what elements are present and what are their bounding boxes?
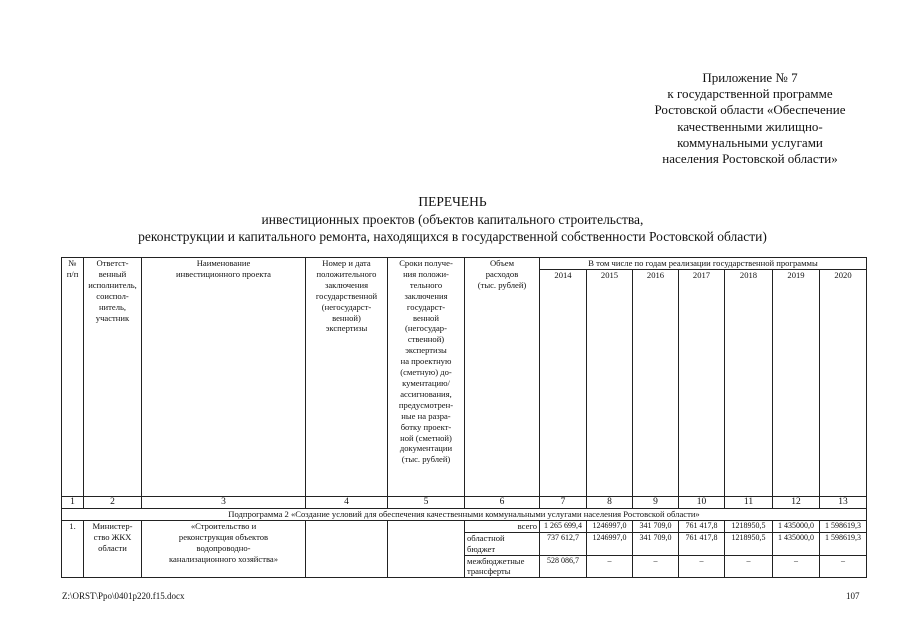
subprogram-title: Подпрограмма 2 «Создание условий для обеспечения качественными коммунальными услугами населения Ростовской области» bbox=[62, 508, 867, 520]
column-index: 10 bbox=[679, 496, 725, 508]
value-cell: 761 417,8 bbox=[679, 532, 725, 555]
value-cell: 1 435000,0 bbox=[773, 532, 820, 555]
header-year: 2015 bbox=[587, 269, 633, 496]
row-funding-label: областной бюджет bbox=[465, 532, 540, 555]
value-cell: 1246997,0 bbox=[587, 532, 633, 555]
document-subtitle: реконструкции и капитального ремонта, находящихся в государственной собственности Ростовской области) bbox=[138, 229, 767, 244]
value-cell: 1 598619,3 bbox=[820, 532, 867, 555]
row-funding-label: всего bbox=[465, 520, 540, 532]
projects-table bbox=[61, 257, 867, 578]
column-index: 2 bbox=[84, 496, 142, 508]
value-cell: – bbox=[725, 555, 773, 578]
column-index: 1 bbox=[62, 496, 84, 508]
value-cell: 1218950,5 bbox=[725, 520, 773, 532]
subprogram-row bbox=[62, 508, 867, 520]
value-cell: 1 265 699,4 bbox=[540, 520, 587, 532]
value-cell: 1218950,5 bbox=[725, 532, 773, 555]
appendix-line: коммунальными услугами bbox=[677, 134, 823, 150]
row-deadline bbox=[388, 520, 465, 578]
column-index: 11 bbox=[725, 496, 773, 508]
header-deadline: Сроки получе- ния положи- тельного заключения государст- венной (негосудар- ственной) экспертизы на проектную (сметную) до- кументацию/ ассигнования, предусмотрен- ные на разра- ботку проект- ной (сметной) документации (тыс. рублей) bbox=[388, 258, 465, 497]
value-cell: – bbox=[633, 555, 679, 578]
header-year: 2016 bbox=[633, 269, 679, 496]
column-index: 3 bbox=[142, 496, 306, 508]
row-funding-label: межбюджетные трансферты bbox=[465, 555, 540, 578]
value-cell: – bbox=[587, 555, 633, 578]
appendix-line: населения Ростовской области» bbox=[662, 151, 838, 167]
table-row bbox=[62, 520, 867, 532]
header-row bbox=[62, 258, 867, 270]
appendix-block bbox=[625, 70, 875, 167]
document-heading bbox=[0, 193, 905, 246]
value-cell: 1 598619,3 bbox=[820, 520, 867, 532]
appendix-line: качественными жилищно- bbox=[677, 118, 823, 134]
appendix-line: к государственной программе bbox=[667, 86, 833, 102]
value-cell: 761 417,8 bbox=[679, 520, 725, 532]
row-project-name: «Строительство и реконструкция объектов водопроводно- канализационного хозяйства» bbox=[142, 520, 306, 578]
header-year: 2017 bbox=[679, 269, 725, 496]
row-expertise bbox=[306, 520, 388, 578]
document-title: ПЕРЕЧЕНЬ bbox=[418, 194, 487, 209]
column-index: 12 bbox=[773, 496, 820, 508]
column-index: 9 bbox=[633, 496, 679, 508]
header-num: № п/п bbox=[62, 258, 84, 497]
value-cell: 528 086,7 bbox=[540, 555, 587, 578]
value-cell: – bbox=[820, 555, 867, 578]
value-cell: 341 709,0 bbox=[633, 532, 679, 555]
column-index: 5 bbox=[388, 496, 465, 508]
column-index-row bbox=[62, 496, 867, 508]
column-index: 4 bbox=[306, 496, 388, 508]
value-cell: – bbox=[773, 555, 820, 578]
value-cell: 737 612,7 bbox=[540, 532, 587, 555]
footer-file-path: Z:\ORST\Ppo\0401p220.f15.docx bbox=[62, 591, 185, 601]
column-index: 8 bbox=[587, 496, 633, 508]
value-cell: 1246997,0 bbox=[587, 520, 633, 532]
header-year: 2014 bbox=[540, 269, 587, 496]
value-cell: 1 435000,0 bbox=[773, 520, 820, 532]
column-index: 13 bbox=[820, 496, 867, 508]
page-number: 107 bbox=[846, 591, 860, 601]
column-index: 7 bbox=[540, 496, 587, 508]
value-cell: 341 709,0 bbox=[633, 520, 679, 532]
header-year: 2018 bbox=[725, 269, 773, 496]
header-responsible: Ответст- венный исполнитель, соиспол- нитель, участник bbox=[84, 258, 142, 497]
header-project-name: Наименование инвестиционного проекта bbox=[142, 258, 306, 497]
header-expertise: Номер и дата положительного заключения государственной (негосударст- венной) экспертизы bbox=[306, 258, 388, 497]
header-years-group: В том числе по годам реализации государственной программы bbox=[540, 258, 867, 270]
row-responsible: Министер- ство ЖКХ области bbox=[84, 520, 142, 578]
header-year: 2019 bbox=[773, 269, 820, 496]
column-index: 6 bbox=[465, 496, 540, 508]
document-subtitle: инвестиционных проектов (объектов капитального строительства, bbox=[261, 211, 644, 227]
appendix-line: Приложение № 7 bbox=[702, 70, 798, 85]
value-cell: – bbox=[679, 555, 725, 578]
appendix-line: Ростовской области «Обеспечение bbox=[654, 102, 846, 118]
header-year: 2020 bbox=[820, 269, 867, 496]
row-num: 1. bbox=[62, 520, 84, 578]
header-volume: Объем расходов (тыс. рублей) bbox=[465, 258, 540, 497]
